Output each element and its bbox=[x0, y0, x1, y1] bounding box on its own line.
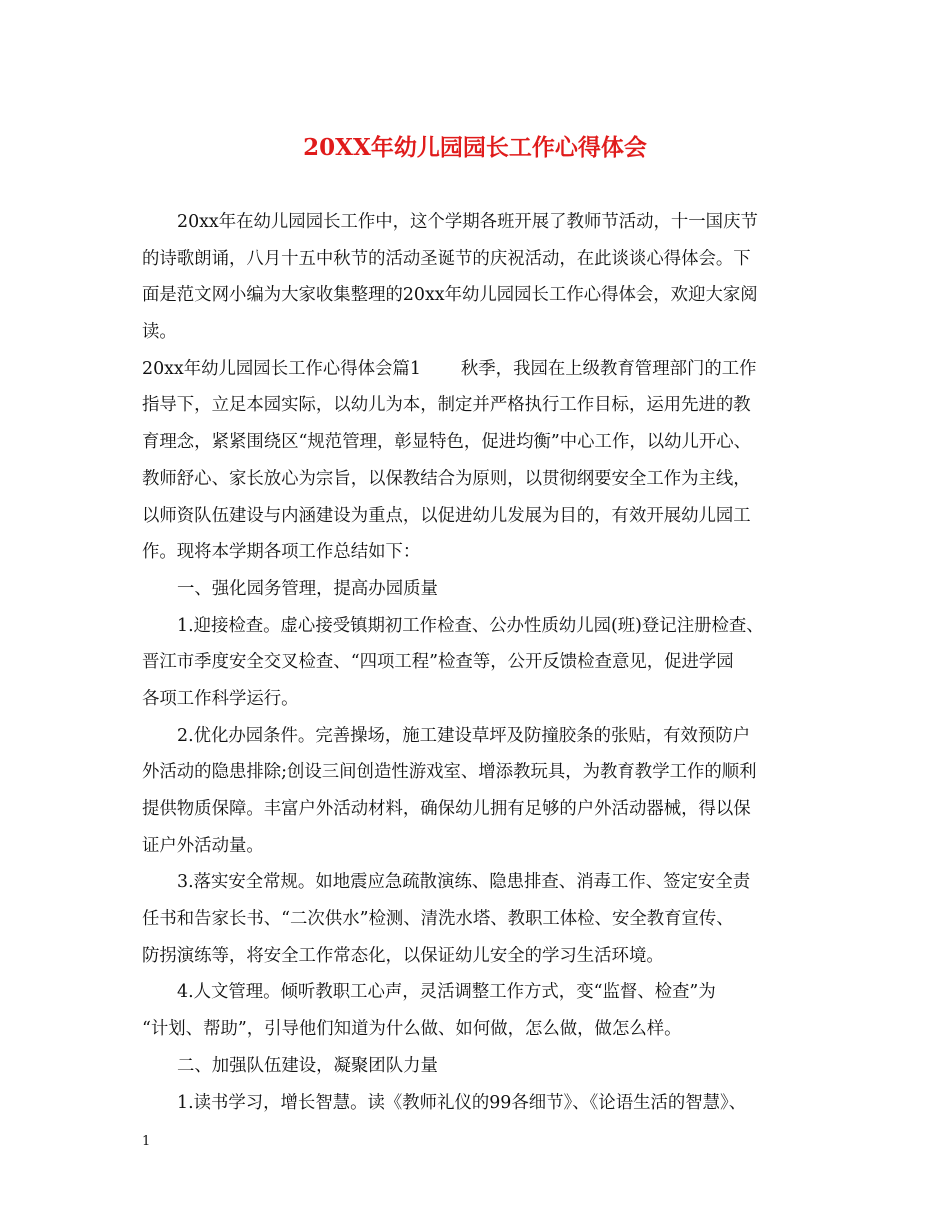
text-line: 指导下，立足本园实际，以幼儿为本，制定并严格执行工作目标，运用先进的教 bbox=[142, 395, 751, 416]
text-line: 各项工作科学运行。 bbox=[142, 688, 299, 709]
heading-line: 一、强化园务管理，提高办园质量 bbox=[177, 578, 438, 599]
text-line: 以师资队伍建设与内涵建设为重点，以促进幼儿发展为目的，有效开展幼儿园工 bbox=[142, 505, 751, 526]
text-line: 外活动的隐患排除;创设三间创造性游戏室、增添教玩具，为教育教学工作的顺利 bbox=[142, 762, 757, 783]
text-line: 防拐演练等，将安全工作常态化，以保证幼儿安全的学习生活环境。 bbox=[142, 945, 664, 966]
text-line: 提供物质保障。丰富户外活动材料，确保幼儿拥有足够的户外活动器械，得以保 bbox=[142, 799, 751, 819]
document-title: 20XX年幼儿园园长工作心得体会 bbox=[303, 134, 647, 161]
text-line: 面是范文网小编为大家收集整理的20xx年幼儿园园长工作心得体会，欢迎大家阅 bbox=[142, 285, 758, 306]
text-line: 证户外活动量。 bbox=[142, 835, 264, 856]
text-line: 教师舒心、家长放心为宗旨，以保教结合为原则，以贯彻纲要安全工作为主线， bbox=[142, 468, 751, 489]
text-line: 3.落实安全常规。如地震应急疏散演练、隐患排查、消毒工作、签定安全责 bbox=[177, 872, 751, 893]
text-line-section-heading bbox=[142, 351, 814, 388]
text-line: 的诗歌朗诵，八月十五中秋节的活动圣诞节的庆祝活动，在此谈谈心得体会。下 bbox=[142, 248, 751, 269]
text-line: 育理念，紧紧围绕区“规范管理，彰显特色，促进均衡”中心工作，以幼儿开心、 bbox=[142, 432, 752, 453]
text-line: 2.优化办园条件。完善操场，施工建设草坪及防撞胶条的张贴，有效预防户 bbox=[177, 725, 751, 746]
text-line: 1.读书学习，增长智慧。读《教师礼仪的99各细节》、《论语生活的智慧》、 bbox=[177, 1092, 747, 1113]
text-line: 作。现将本学期各项工作总结如下： bbox=[142, 542, 421, 563]
text-line: 1.迎接检查。虚心接受镇期初工作检查、公办性质幼儿园(班)登记注册检查、 bbox=[177, 615, 764, 636]
heading-line: 二、加强队伍建设，凝聚团队力量 bbox=[177, 1055, 438, 1076]
section-intro: 秋季，我园在上级教育管理部门的工作 bbox=[460, 358, 757, 379]
text-line: 晋江市季度安全交叉检查、“四项工程”检查等，公开反馈检查意见，促进学园 bbox=[142, 652, 734, 673]
section-heading: 20xx年幼儿园园长工作心得体会篇1 bbox=[142, 358, 421, 379]
text-line: 20xx年在幼儿园园长工作中，这个学期各班开展了教师节活动，十一国庆节 bbox=[177, 212, 758, 232]
text-line: 4.人文管理。倾听教职工心声，灵活调整工作方式，变“监督、检查”为 bbox=[177, 982, 716, 1003]
text-line: 读。 bbox=[142, 322, 177, 343]
page-number: 1 bbox=[142, 1134, 151, 1149]
text-line: “计划、帮助”，引导他们知道为什么做、如何做，怎么做，做怎么样。 bbox=[142, 1019, 682, 1040]
text-line: 任书和告家长书、“二次供水”检测、清洗水塔、教职工体检、安全教育宣传、 bbox=[142, 909, 734, 930]
document-body bbox=[142, 204, 814, 1121]
